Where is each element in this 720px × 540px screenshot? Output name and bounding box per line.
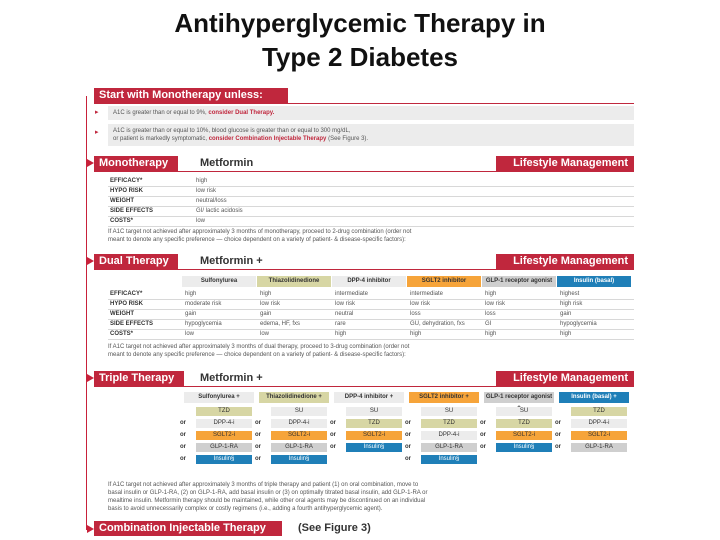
dual-cell: high (260, 291, 272, 297)
combo-header: Combination Injectable Therapy (94, 521, 282, 536)
mono-note-1: If A1C target not achieved after approximately 3 months of monotherapy, proceed to 2-drug combination (order not (108, 229, 412, 235)
dual-note-1: If A1C target not achieved after approximately 3 months of dual therapy, proceed to 3-drug combination (order not (108, 344, 410, 350)
dual-cell: high risk (560, 301, 583, 307)
mono-row-label: SIDE EFFECTS (110, 208, 154, 214)
arrow-icon (87, 525, 94, 533)
dual-cell: high (335, 331, 347, 337)
triple-cell: SGLT2-i (571, 431, 627, 440)
start-header: Start with Monotherapy unless: (94, 88, 288, 103)
dual-lifestyle: Lifestyle Management (496, 254, 634, 269)
mono-row-label: EFFICACY* (110, 178, 143, 184)
arrow-small-icon: ▸ (95, 109, 99, 116)
dual-cell: high (485, 291, 497, 297)
dual-row-label: EFFICACY* (110, 291, 143, 297)
dual-column-header: DPP-4 inhibitor (332, 276, 406, 287)
mono-row-label: WEIGHT (110, 198, 134, 204)
or-label: or (555, 420, 561, 426)
or-label: or (405, 444, 411, 450)
triple-column-header: GLP-1 receptor agonist (484, 392, 554, 403)
start-condition-2-line2 (113, 135, 633, 143)
title-line-1: Antihyperglycemic Therapy in (174, 8, 546, 38)
or-label: or (555, 444, 561, 450)
triple-cell: SU (346, 407, 402, 416)
dual-column-header: Sulfonylurea (182, 276, 256, 287)
mono-header: Monotherapy (94, 156, 178, 171)
arrow-small-icon: ▸ (95, 129, 99, 136)
dual-column-header: Insulin (basal) (557, 276, 631, 287)
dual-cell: low risk (485, 301, 506, 307)
arrow-icon (87, 374, 94, 382)
or-label: or (405, 456, 411, 462)
start-condition-1 (108, 106, 634, 120)
mono-lifestyle: Lifestyle Management (496, 156, 634, 171)
dual-cell: low (185, 331, 195, 337)
dual-cell: hypoglycemia (185, 321, 222, 327)
start-condition-2-line1: A1C is greater than or equal to 10%, blood glucose is greater than or equal to 300 mg/dL, (113, 128, 351, 134)
start-condition-1-prefix: A1C is greater than or equal to 9%, (113, 110, 209, 116)
triple-cell: DPP-4-i (196, 419, 252, 428)
triple-cell: Insulin§ (271, 455, 327, 464)
triple-cell: SGLT2-i (271, 431, 327, 440)
dual-cell: low (260, 331, 270, 337)
or-label: or (480, 432, 486, 438)
mono-row-value: low (196, 218, 206, 224)
arrow-icon (87, 159, 94, 167)
row-divider (108, 216, 634, 217)
or-label: or (405, 420, 411, 426)
dual-row-label: SIDE EFFECTS (110, 321, 154, 327)
dual-cell: intermediate (335, 291, 369, 297)
mono-drug: Metformin (200, 157, 254, 169)
start-condition-2-emph: consider Combination Injectable Therapy (208, 136, 327, 142)
or-label: or (180, 444, 186, 450)
dual-cell: gain (560, 311, 572, 317)
or-label: or (180, 432, 186, 438)
mono-row-label: HYPO RISK (110, 188, 144, 194)
dual-cell: intermediate (410, 291, 444, 297)
dual-cell: GI (485, 321, 492, 327)
mono-underline (94, 171, 634, 172)
dual-cell: rare (335, 321, 346, 327)
triple-cell: SGLT2-i (496, 431, 552, 440)
dual-underline (94, 269, 634, 270)
dual-row-label: WEIGHT (110, 311, 134, 317)
triple-column-header: Sulfonylurea + (184, 392, 254, 403)
dual-cell: neutral (335, 311, 354, 317)
dual-cell: loss (485, 311, 496, 317)
mono-note-2: meant to denote any specific preference — choice dependent on a variety of patient- & disease-specific factors): (108, 237, 406, 243)
dual-row-label: COSTS* (110, 331, 134, 337)
triple-note-1: If A1C target not achieved after approximately 3 months of triple therapy and patient (1) on oral combination, move to (108, 482, 419, 488)
triple-note-3: mealtime insulin. Metformin therapy should be maintained, while other oral agents may be discontinued on an individual (108, 498, 426, 504)
or-label: or (555, 432, 561, 438)
start-condition-2 (108, 124, 634, 146)
mono-row-value: high (196, 178, 208, 184)
dual-cell: gain (185, 311, 197, 317)
triple-cell: SU (496, 407, 552, 416)
triple-cell: GLP-1-RA (271, 443, 327, 452)
combo-see: (See Figure 3) (298, 522, 371, 534)
or-label: or (480, 420, 486, 426)
mono-row-value: neutral/loss (196, 198, 227, 204)
dual-cell: gain (260, 311, 272, 317)
row-divider (108, 226, 634, 227)
mono-row-value: GI/ lactic acidosis (196, 208, 243, 214)
or-label: or (255, 432, 261, 438)
mono-row-value: low risk (196, 188, 217, 194)
title-line-2: Type 2 Diabetes (261, 42, 459, 72)
triple-cell: GLP-1-RA (571, 443, 627, 452)
or-label: or (255, 444, 261, 450)
triple-note-4: basis to avoid unnecessarily complex or costly regimens (i.e., adding a fourth antihyperglycemic agent). (108, 506, 383, 512)
triple-cell: TZD (346, 419, 402, 428)
or-label: or (480, 444, 486, 450)
triple-column-header: Thiazolidinedione + (259, 392, 329, 403)
dual-cell: low risk (335, 301, 356, 307)
triple-cell: Insulin§ (346, 443, 402, 452)
triple-drug: Metformin + (200, 372, 263, 384)
dual-cell: moderate risk (185, 301, 222, 307)
dual-cell: hypoglycemia (560, 321, 597, 327)
triple-cell: DPP-4-i (421, 431, 477, 440)
triple-cell: TZD (421, 419, 477, 428)
triple-cell: Insulin§ (421, 455, 477, 464)
triple-cell: GLP-1-RA (421, 443, 477, 452)
triple-lifestyle: Lifestyle Management (496, 371, 634, 386)
or-label: or (180, 456, 186, 462)
dual-column-header: Thiazolidinedione (257, 276, 331, 287)
dual-column-header: GLP-1 receptor agonist (482, 276, 556, 287)
start-underline (94, 103, 634, 104)
dual-cell: highest (560, 291, 580, 297)
triple-cell: GLP-1-RA (196, 443, 252, 452)
dual-cell: high (485, 331, 497, 337)
or-label: or (330, 444, 336, 450)
triple-cell: TZD (196, 407, 252, 416)
or-label: or (330, 432, 336, 438)
triple-cell: DPP-4-i (571, 419, 627, 428)
triple-column-header: SGLT2 inhibitor + (409, 392, 479, 403)
arrow-icon (87, 257, 94, 265)
row-divider (108, 196, 634, 197)
triple-header: Triple Therapy (94, 371, 184, 386)
row-divider (108, 206, 634, 207)
or-label: or (255, 456, 261, 462)
triple-cell: SGLT2-i (196, 431, 252, 440)
triple-underline (94, 386, 634, 387)
triple-cell: SU (271, 407, 327, 416)
triple-cell: Insulin§ (196, 455, 252, 464)
row-divider (108, 339, 634, 340)
or-label: or (255, 420, 261, 426)
dual-cell: loss (410, 311, 421, 317)
dual-column-header: SGLT2 inhibitor (407, 276, 481, 287)
dual-cell: high (185, 291, 197, 297)
triple-cell: TZD (496, 419, 552, 428)
triple-cell: SGLT2-i (346, 431, 402, 440)
triple-cell: SU (421, 407, 477, 416)
start-condition-1-text (113, 109, 633, 117)
dual-header: Dual Therapy (94, 254, 178, 269)
or-label: or (180, 420, 186, 426)
dual-cell: edema, HF, fxs (260, 321, 301, 327)
dual-cell: high (410, 331, 422, 337)
dual-cell: low risk (260, 301, 281, 307)
mono-row-label: COSTS* (110, 218, 134, 224)
start-condition-1-emph: consider Dual Therapy. (208, 110, 275, 116)
start-condition-2-suffix: (See Figure 3). (326, 136, 369, 142)
triple-column-header: DPP-4 inhibitor + (334, 392, 404, 403)
dual-cell: GU, dehydration, fxs (410, 321, 465, 327)
triple-cell: DPP-4-i (271, 419, 327, 428)
triple-cell: Insulin§ (496, 443, 552, 452)
dual-drug: Metformin + (200, 255, 263, 267)
page-title (0, 6, 720, 74)
start-condition-2-prefix: or patient is markedly symptomatic, (113, 136, 209, 142)
triple-note-2: basal insulin or GLP-1-RA, (2) on GLP-1-RA, add basal insulin or (3) on optimally titrated basal insulin, add GLP-1-RA or (108, 490, 428, 496)
dual-note-2: meant to denote any specific preference — choice dependent on a variety of patient- & disease-specific factors): (108, 352, 406, 358)
dual-cell: high (560, 331, 572, 337)
triple-column-header: Insulin (basal) + (559, 392, 629, 403)
or-label: or (405, 432, 411, 438)
dual-cell: low risk (410, 301, 431, 307)
row-divider (108, 186, 634, 187)
dual-row-label: HYPO RISK (110, 301, 144, 307)
triple-cell: TZD (571, 407, 627, 416)
or-label: or (330, 420, 336, 426)
